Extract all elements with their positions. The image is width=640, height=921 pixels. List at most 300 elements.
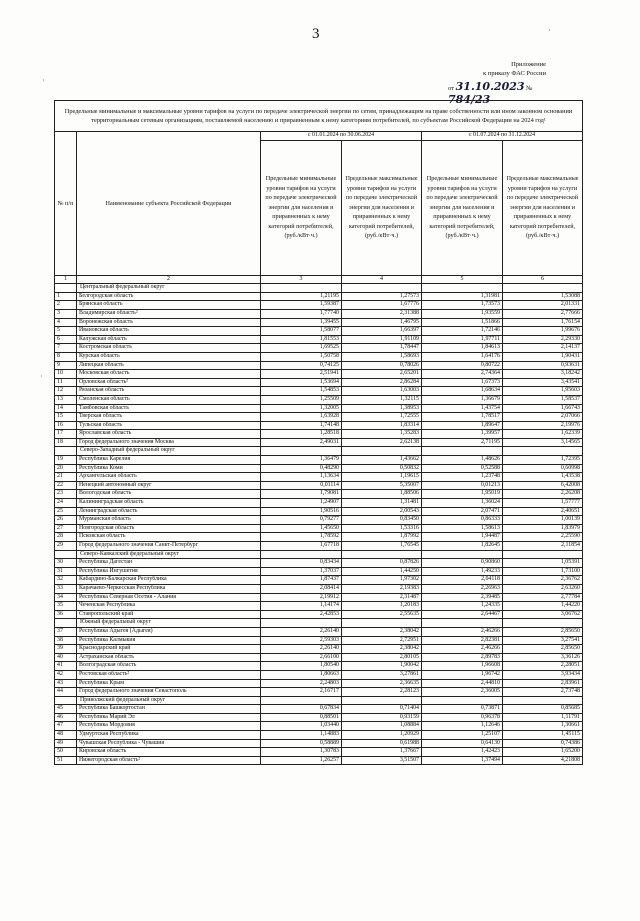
table-row <box>55 756 583 765</box>
max-tariff-h2: 1,53088 <box>503 292 583 301</box>
row-number: 38 <box>55 636 77 645</box>
subject-name: Республика Марий Эл <box>77 713 261 722</box>
tariff-table <box>54 100 583 765</box>
empty-cell <box>342 284 422 293</box>
max-tariff-h2: 3,36126 <box>503 653 583 662</box>
empty-cell <box>261 284 342 293</box>
row-number: 9 <box>55 361 77 370</box>
subject-name: Ленинградская область <box>77 507 261 516</box>
row-number: 43 <box>55 679 77 688</box>
max-tariff-h1: 2,65201 <box>342 370 422 379</box>
subject-name: Город федерального значения Севастополь <box>77 688 261 697</box>
min-tariff-h1: 1,90516 <box>261 507 342 516</box>
max-tariff-h2: 2,85650 <box>503 645 583 654</box>
min-tariff-h1: 0,83434 <box>261 559 342 568</box>
scan-speck: · <box>548 26 551 35</box>
district-num-cell <box>55 284 77 293</box>
subject-name: Астраханская область <box>77 653 261 662</box>
empty-cell <box>503 696 583 705</box>
subject-name: Республика Дагестан <box>77 559 261 568</box>
subject-name: Рязанская область <box>77 387 261 396</box>
min-tariff-h2: 0,64130 <box>422 739 503 748</box>
col-number: 1 <box>55 275 77 284</box>
min-tariff-h2: 1,94487 <box>422 533 503 542</box>
header-max-1: Предельные максимальные уровни тарифов на услуги по передаче электрической энергии для населения и приравненных к нему категорий потребителей, (руб./кВт·ч.) <box>342 140 422 275</box>
row-number: 45 <box>55 705 77 714</box>
min-tariff-h2: 1,73573 <box>422 301 503 310</box>
subject-name: Мурманская область <box>77 516 261 525</box>
min-tariff-h1: 1,81553 <box>261 335 342 344</box>
min-tariff-h2: 1,97711 <box>422 335 503 344</box>
max-tariff-h1: 1,32115 <box>342 395 422 404</box>
min-tariff-h1: 2,24803 <box>261 679 342 688</box>
min-tariff-h2: 2,36005 <box>422 688 503 697</box>
table-row <box>55 481 583 490</box>
max-tariff-h1: 1,08884 <box>342 722 422 731</box>
max-tariff-h2: 3,18242 <box>503 370 583 379</box>
min-tariff-h1: 1,67718 <box>261 542 342 551</box>
max-tariff-h1: 3,51507 <box>342 756 422 765</box>
min-tariff-h1: 1,69525 <box>261 344 342 353</box>
max-tariff-h2: 1,76154 <box>503 318 583 327</box>
max-tariff-h1: 1,53316 <box>342 524 422 533</box>
table-row <box>55 301 583 310</box>
table-title: Предельные минимальные и максимальные уровни тарифов на услуги по передаче электрической энергии по сетям, принадлежащим на праве собственности или ином законном основании территориальным сетевым организациям, поставляемой населению и приравненным к нему категориям потребителей, по субъектам Российской Федерации на 2024 год¹ <box>55 101 583 132</box>
subject-name: Костромская область <box>77 344 261 353</box>
subject-name: Чеченская Республика <box>77 602 261 611</box>
min-tariff-h1: 0,01114 <box>261 481 342 490</box>
min-tariff-h2: 0,90860 <box>422 559 503 568</box>
row-number: 29 <box>55 542 77 551</box>
appendix-line2: к приказу ФАС России <box>483 70 546 77</box>
row-number: 42 <box>55 670 77 679</box>
scan-speck: · <box>40 372 43 381</box>
max-tariff-h2: 1,65200 <box>503 748 583 757</box>
max-tariff-h1: 1,27573 <box>342 292 422 301</box>
max-tariff-h1: 0,78026 <box>342 361 422 370</box>
district-num-cell <box>55 550 77 559</box>
min-tariff-h1: 2,42853 <box>261 610 342 619</box>
max-tariff-h1: 3,27861 <box>342 670 422 679</box>
empty-cell <box>342 619 422 628</box>
table-row <box>55 653 583 662</box>
min-tariff-h2: 1,23748 <box>422 473 503 482</box>
max-tariff-h1: 1,72555 <box>342 413 422 422</box>
min-tariff-h1: 1,21195 <box>261 292 342 301</box>
min-tariff-h2: 1,82645 <box>422 542 503 551</box>
min-tariff-h2: 1,42423 <box>422 748 503 757</box>
subject-name: Ненецкий автономный округ <box>77 481 261 490</box>
min-tariff-h1: 2,16717 <box>261 688 342 697</box>
max-tariff-h1: 2,38042 <box>342 645 422 654</box>
table-row <box>55 524 583 533</box>
min-tariff-h1: 1,03440 <box>261 722 342 731</box>
district-num-cell <box>55 696 77 705</box>
row-number: 26 <box>55 516 77 525</box>
empty-cell <box>261 550 342 559</box>
max-tariff-h2: 1,44220 <box>503 602 583 611</box>
max-tariff-h2: 1,57777 <box>503 499 583 508</box>
table-row <box>55 713 583 722</box>
subject-name: Владимирская область² <box>77 309 261 318</box>
col-number: 6 <box>503 275 583 284</box>
scan-speck: · <box>42 76 45 85</box>
max-tariff-h1: 2,00543 <box>342 507 422 516</box>
min-tariff-h2: 1,72146 <box>422 327 503 336</box>
subject-name: Белгородская область <box>77 292 261 301</box>
table-row <box>55 627 583 636</box>
row-number: 25 <box>55 507 77 516</box>
row-number: 32 <box>55 576 77 585</box>
min-tariff-h2: 1,36679 <box>422 395 503 404</box>
subject-name: Республика Калмыкия <box>77 636 261 645</box>
header-max-2: Предельные максимальные уровни тарифов на услуги по передаче электрической энергии для населения и приравненных к нему категорий потребителей, (руб./кВт·ч.) <box>503 140 583 275</box>
max-tariff-h2: 2,25590 <box>503 533 583 542</box>
max-tariff-h2: 2,07066 <box>503 413 583 422</box>
col-number: 2 <box>77 275 261 284</box>
subject-name: Ростовская область² <box>77 670 261 679</box>
row-number: 21 <box>55 473 77 482</box>
min-tariff-h1: 0,48290 <box>261 464 342 473</box>
max-tariff-h2: 2,19976 <box>503 421 583 430</box>
max-tariff-h1: 1,35283 <box>342 430 422 439</box>
min-tariff-h1: 1,26257 <box>261 756 342 765</box>
max-tariff-h2: 1,99676 <box>503 327 583 336</box>
max-tariff-h1: 0,83450 <box>342 516 422 525</box>
table-row <box>55 327 583 336</box>
empty-cell <box>261 447 342 456</box>
min-tariff-h2: 1,24335 <box>422 602 503 611</box>
district-row <box>55 284 583 293</box>
min-tariff-h1: 1,74148 <box>261 421 342 430</box>
row-number: 19 <box>55 456 77 465</box>
min-tariff-h1: 0,58889 <box>261 739 342 748</box>
max-tariff-h1: 1,19615 <box>342 473 422 482</box>
header-min-1: Предельные минимальные уровни тарифов на услуги по передаче электрической энергии для населения и приравненных к нему категорий потребителей, (руб./кВт·ч.) <box>261 140 342 275</box>
subject-name: Новгородская область <box>77 524 261 533</box>
handwritten-number: 784/23 <box>448 93 491 106</box>
table-row <box>55 748 583 757</box>
subject-name: Курская область <box>77 352 261 361</box>
row-number: 44 <box>55 688 77 697</box>
col-number: 4 <box>342 275 422 284</box>
min-tariff-h1: 1,63928 <box>261 413 342 422</box>
row-number: 8 <box>55 352 77 361</box>
max-tariff-h1: 0,87826 <box>342 559 422 568</box>
max-tariff-h1: 2,62138 <box>342 438 422 447</box>
subject-name: Тамбовская область <box>77 404 261 413</box>
table-row <box>55 404 583 413</box>
empty-cell <box>261 619 342 628</box>
min-tariff-h2: 2,74364 <box>422 370 503 379</box>
max-tariff-h2: 1,83979 <box>503 524 583 533</box>
district-row <box>55 550 583 559</box>
min-tariff-h2: 0,96378 <box>422 713 503 722</box>
subject-name: Псковская область <box>77 533 261 542</box>
min-tariff-h1: 1,25509 <box>261 395 342 404</box>
table-row <box>55 309 583 318</box>
min-tariff-h2: 0,80722 <box>422 361 503 370</box>
min-tariff-h1: 1,37037 <box>261 567 342 576</box>
page-number: 3 <box>312 26 320 42</box>
min-tariff-h1: 1,13634 <box>261 473 342 482</box>
row-number: 40 <box>55 653 77 662</box>
min-tariff-h2: 1,48626 <box>422 456 503 465</box>
max-tariff-h2: 1,00139 <box>503 516 583 525</box>
row-number: 5 <box>55 327 77 336</box>
max-tariff-h1: 0,50832 <box>342 464 422 473</box>
min-tariff-h2: 1,67373 <box>422 378 503 387</box>
table-row <box>55 662 583 671</box>
row-number: 41 <box>55 662 77 671</box>
table-row <box>55 352 583 361</box>
max-tariff-h2: 2,28051 <box>503 662 583 671</box>
table-row <box>55 602 583 611</box>
district-name: Приволжский федеральный округ <box>77 696 261 705</box>
subject-name: Волгоградская область <box>77 662 261 671</box>
empty-cell <box>422 619 503 628</box>
min-tariff-h1: 1,80663 <box>261 670 342 679</box>
min-tariff-h1: 0,67834 <box>261 705 342 714</box>
handwritten-date: 31.10.2023 <box>455 80 525 93</box>
row-number: 34 <box>55 593 77 602</box>
max-tariff-h1: 1,44250 <box>342 567 422 576</box>
subject-name: Удмуртская Республика <box>77 731 261 740</box>
table-row <box>55 344 583 353</box>
table-row <box>55 688 583 697</box>
max-tariff-h1: 2,31388 <box>342 309 422 318</box>
empty-cell <box>342 447 422 456</box>
district-num-cell <box>55 619 77 628</box>
max-tariff-h1: 2,28123 <box>342 688 422 697</box>
min-tariff-h1: 1,14883 <box>261 731 342 740</box>
subject-name: Республика Мордовия <box>77 722 261 731</box>
subject-name: Кировская область <box>77 748 261 757</box>
max-tariff-h2: 2,11854 <box>503 542 583 551</box>
empty-cell <box>422 696 503 705</box>
min-tariff-h2: 2,39485 <box>422 593 503 602</box>
row-number: 18 <box>55 438 77 447</box>
min-tariff-h2: 1,49233 <box>422 567 503 576</box>
max-tariff-h2: 2,29330 <box>503 335 583 344</box>
table-row <box>55 421 583 430</box>
min-tariff-h1: 2,19912 <box>261 593 342 602</box>
header-num: № п/п <box>55 132 77 276</box>
subject-name: Калининградская область <box>77 499 261 508</box>
max-tariff-h1: 0,93159 <box>342 713 422 722</box>
appendix-line1: Приложение <box>511 61 546 68</box>
subject-name: Республика Адыгея (Адыгея) <box>77 627 261 636</box>
col-number: 5 <box>422 275 503 284</box>
district-name: Южный федеральный округ <box>77 619 261 628</box>
max-tariff-h2: 2,77784 <box>503 593 583 602</box>
max-tariff-h2: 0,60998 <box>503 464 583 473</box>
subject-name: Республика Карелия <box>77 456 261 465</box>
max-tariff-h2: 1,62339 <box>503 430 583 439</box>
max-tariff-h2: 2,73748 <box>503 688 583 697</box>
row-number: 16 <box>55 421 77 430</box>
min-tariff-h2: 1,25107 <box>422 731 503 740</box>
max-tariff-h1: 1,37667 <box>342 748 422 757</box>
district-num-cell <box>55 447 77 456</box>
min-tariff-h1: 2,59303 <box>261 636 342 645</box>
min-tariff-h2: 0,52588 <box>422 464 503 473</box>
min-tariff-h1: 1,54853 <box>261 387 342 396</box>
min-tariff-h2: 1,68634 <box>422 387 503 396</box>
max-tariff-h1: 2,55635 <box>342 610 422 619</box>
col-number: 3 <box>261 275 342 284</box>
subject-name: Республика Башкортостан <box>77 705 261 714</box>
row-number: 30 <box>55 559 77 568</box>
min-tariff-h1: 1,30783 <box>261 748 342 757</box>
max-tariff-h2: 2,83961 <box>503 679 583 688</box>
max-tariff-h1: 2,38042 <box>342 627 422 636</box>
row-number: 31 <box>55 567 77 576</box>
row-number: 48 <box>55 731 77 740</box>
min-tariff-h1: 1,50758 <box>261 352 342 361</box>
min-tariff-h1: 1,28518 <box>261 430 342 439</box>
max-tariff-h1: 1,20929 <box>342 731 422 740</box>
table-row <box>55 670 583 679</box>
min-tariff-h1: 1,24907 <box>261 499 342 508</box>
table-row <box>55 464 583 473</box>
table-row <box>55 438 583 447</box>
min-tariff-h2: 2,82381 <box>422 636 503 645</box>
table-row <box>55 533 583 542</box>
row-number: 11 <box>55 378 77 387</box>
table-row <box>55 490 583 499</box>
empty-cell <box>261 696 342 705</box>
row-number: 15 <box>55 413 77 422</box>
row-number: 47 <box>55 722 77 731</box>
subject-name: Республика Ингушетия <box>77 567 261 576</box>
table-row <box>55 559 583 568</box>
empty-cell <box>422 284 503 293</box>
max-tariff-h2: 6,42008 <box>503 481 583 490</box>
max-tariff-h1: 1,46795 <box>342 318 422 327</box>
district-row <box>55 619 583 628</box>
min-tariff-h1: 1,79081 <box>261 490 342 499</box>
max-tariff-h2: 2,01331 <box>503 301 583 310</box>
period-row <box>55 132 583 141</box>
min-tariff-h2: 1,96608 <box>422 662 503 671</box>
max-tariff-h2: 2,85650 <box>503 627 583 636</box>
subject-name: Архангельская область <box>77 473 261 482</box>
row-number: 22 <box>55 481 77 490</box>
table-row <box>55 292 583 301</box>
district-name: Центральный федеральный округ <box>77 284 261 293</box>
max-tariff-h1: 2,80105 <box>342 653 422 662</box>
max-tariff-h1: 2,86284 <box>342 378 422 387</box>
header-period-1: с 01.01.2024 по 30.06.2024 <box>261 132 422 141</box>
row-number: 6 <box>55 335 77 344</box>
min-tariff-h1: 0,88501 <box>261 713 342 722</box>
row-number: 35 <box>55 602 77 611</box>
max-tariff-h2: 3,43541 <box>503 378 583 387</box>
table-row <box>55 593 583 602</box>
empty-cell <box>503 619 583 628</box>
table-row <box>55 473 583 482</box>
max-tariff-h1: 2,19383 <box>342 584 422 593</box>
table-row <box>55 378 583 387</box>
max-tariff-h2: 4,21808 <box>503 756 583 765</box>
subject-name: Город федерального значения Москва <box>77 438 261 447</box>
row-number: 2 <box>55 301 77 310</box>
min-tariff-h1: 2,26140 <box>261 627 342 636</box>
min-tariff-h2: 1,58613 <box>422 524 503 533</box>
appendix-header <box>483 60 546 78</box>
subject-name: Смоленская область <box>77 395 261 404</box>
table-row <box>55 361 583 370</box>
row-number: 24 <box>55 499 77 508</box>
row-number: 3 <box>55 309 77 318</box>
subject-name: Тверская область <box>77 413 261 422</box>
max-tariff-h1: 1,78447 <box>342 344 422 353</box>
subject-name: Ивановская область <box>77 327 261 336</box>
subject-name: Нижегородская область² <box>77 756 261 765</box>
min-tariff-h2: 2,71195 <box>422 438 503 447</box>
table-row <box>55 318 583 327</box>
min-tariff-h1: 2,26140 <box>261 645 342 654</box>
row-number: 39 <box>55 645 77 654</box>
row-number: 49 <box>55 739 77 748</box>
min-tariff-h2: 2,26963 <box>422 584 503 593</box>
row-number: 1 <box>55 292 77 301</box>
empty-cell <box>422 447 503 456</box>
table-row <box>55 516 583 525</box>
max-tariff-h2: 1,11791 <box>503 713 583 722</box>
min-tariff-h2: 2,64467 <box>422 610 503 619</box>
min-tariff-h2: 1,89647 <box>422 421 503 430</box>
empty-cell <box>422 550 503 559</box>
max-tariff-h1: 1,20183 <box>342 602 422 611</box>
table-row <box>55 636 583 645</box>
max-tariff-h2: 1,30661 <box>503 722 583 731</box>
district-row <box>55 447 583 456</box>
table-row <box>55 507 583 516</box>
row-number: 37 <box>55 627 77 636</box>
min-tariff-h2: 1,96742 <box>422 670 503 679</box>
max-tariff-h1: 2,31487 <box>342 593 422 602</box>
table-row <box>55 610 583 619</box>
subject-name: Московская область <box>77 370 261 379</box>
subject-name: Калужская область <box>77 335 261 344</box>
empty-cell <box>503 550 583 559</box>
appendix-no: № <box>526 85 533 92</box>
min-tariff-h1: 1,14174 <box>261 602 342 611</box>
table-row <box>55 430 583 439</box>
max-tariff-h2: 3,06762 <box>503 610 583 619</box>
min-tariff-h2: 1,39957 <box>422 430 503 439</box>
empty-cell <box>342 550 422 559</box>
empty-cell <box>503 284 583 293</box>
subject-name: Воронежская область <box>77 318 261 327</box>
max-tariff-h1: 1,76545 <box>342 542 422 551</box>
max-tariff-h1: 1,38953 <box>342 404 422 413</box>
min-tariff-h2: 2,46266 <box>422 645 503 654</box>
table-row <box>55 722 583 731</box>
row-number: 33 <box>55 584 77 593</box>
min-tariff-h2: 2,07471 <box>422 507 503 516</box>
header-period-2: с 01.07.2024 по 31.12.2024 <box>422 132 583 141</box>
subject-name: Город федерального значения Санкт-Петербург <box>77 542 261 551</box>
table-row <box>55 679 583 688</box>
district-name: Северо-Западный федеральный округ <box>77 447 261 456</box>
min-tariff-h1: 1,58077 <box>261 327 342 336</box>
min-tariff-h2: 2,46266 <box>422 627 503 636</box>
table-row <box>55 456 583 465</box>
max-tariff-h1: 2,72951 <box>342 636 422 645</box>
